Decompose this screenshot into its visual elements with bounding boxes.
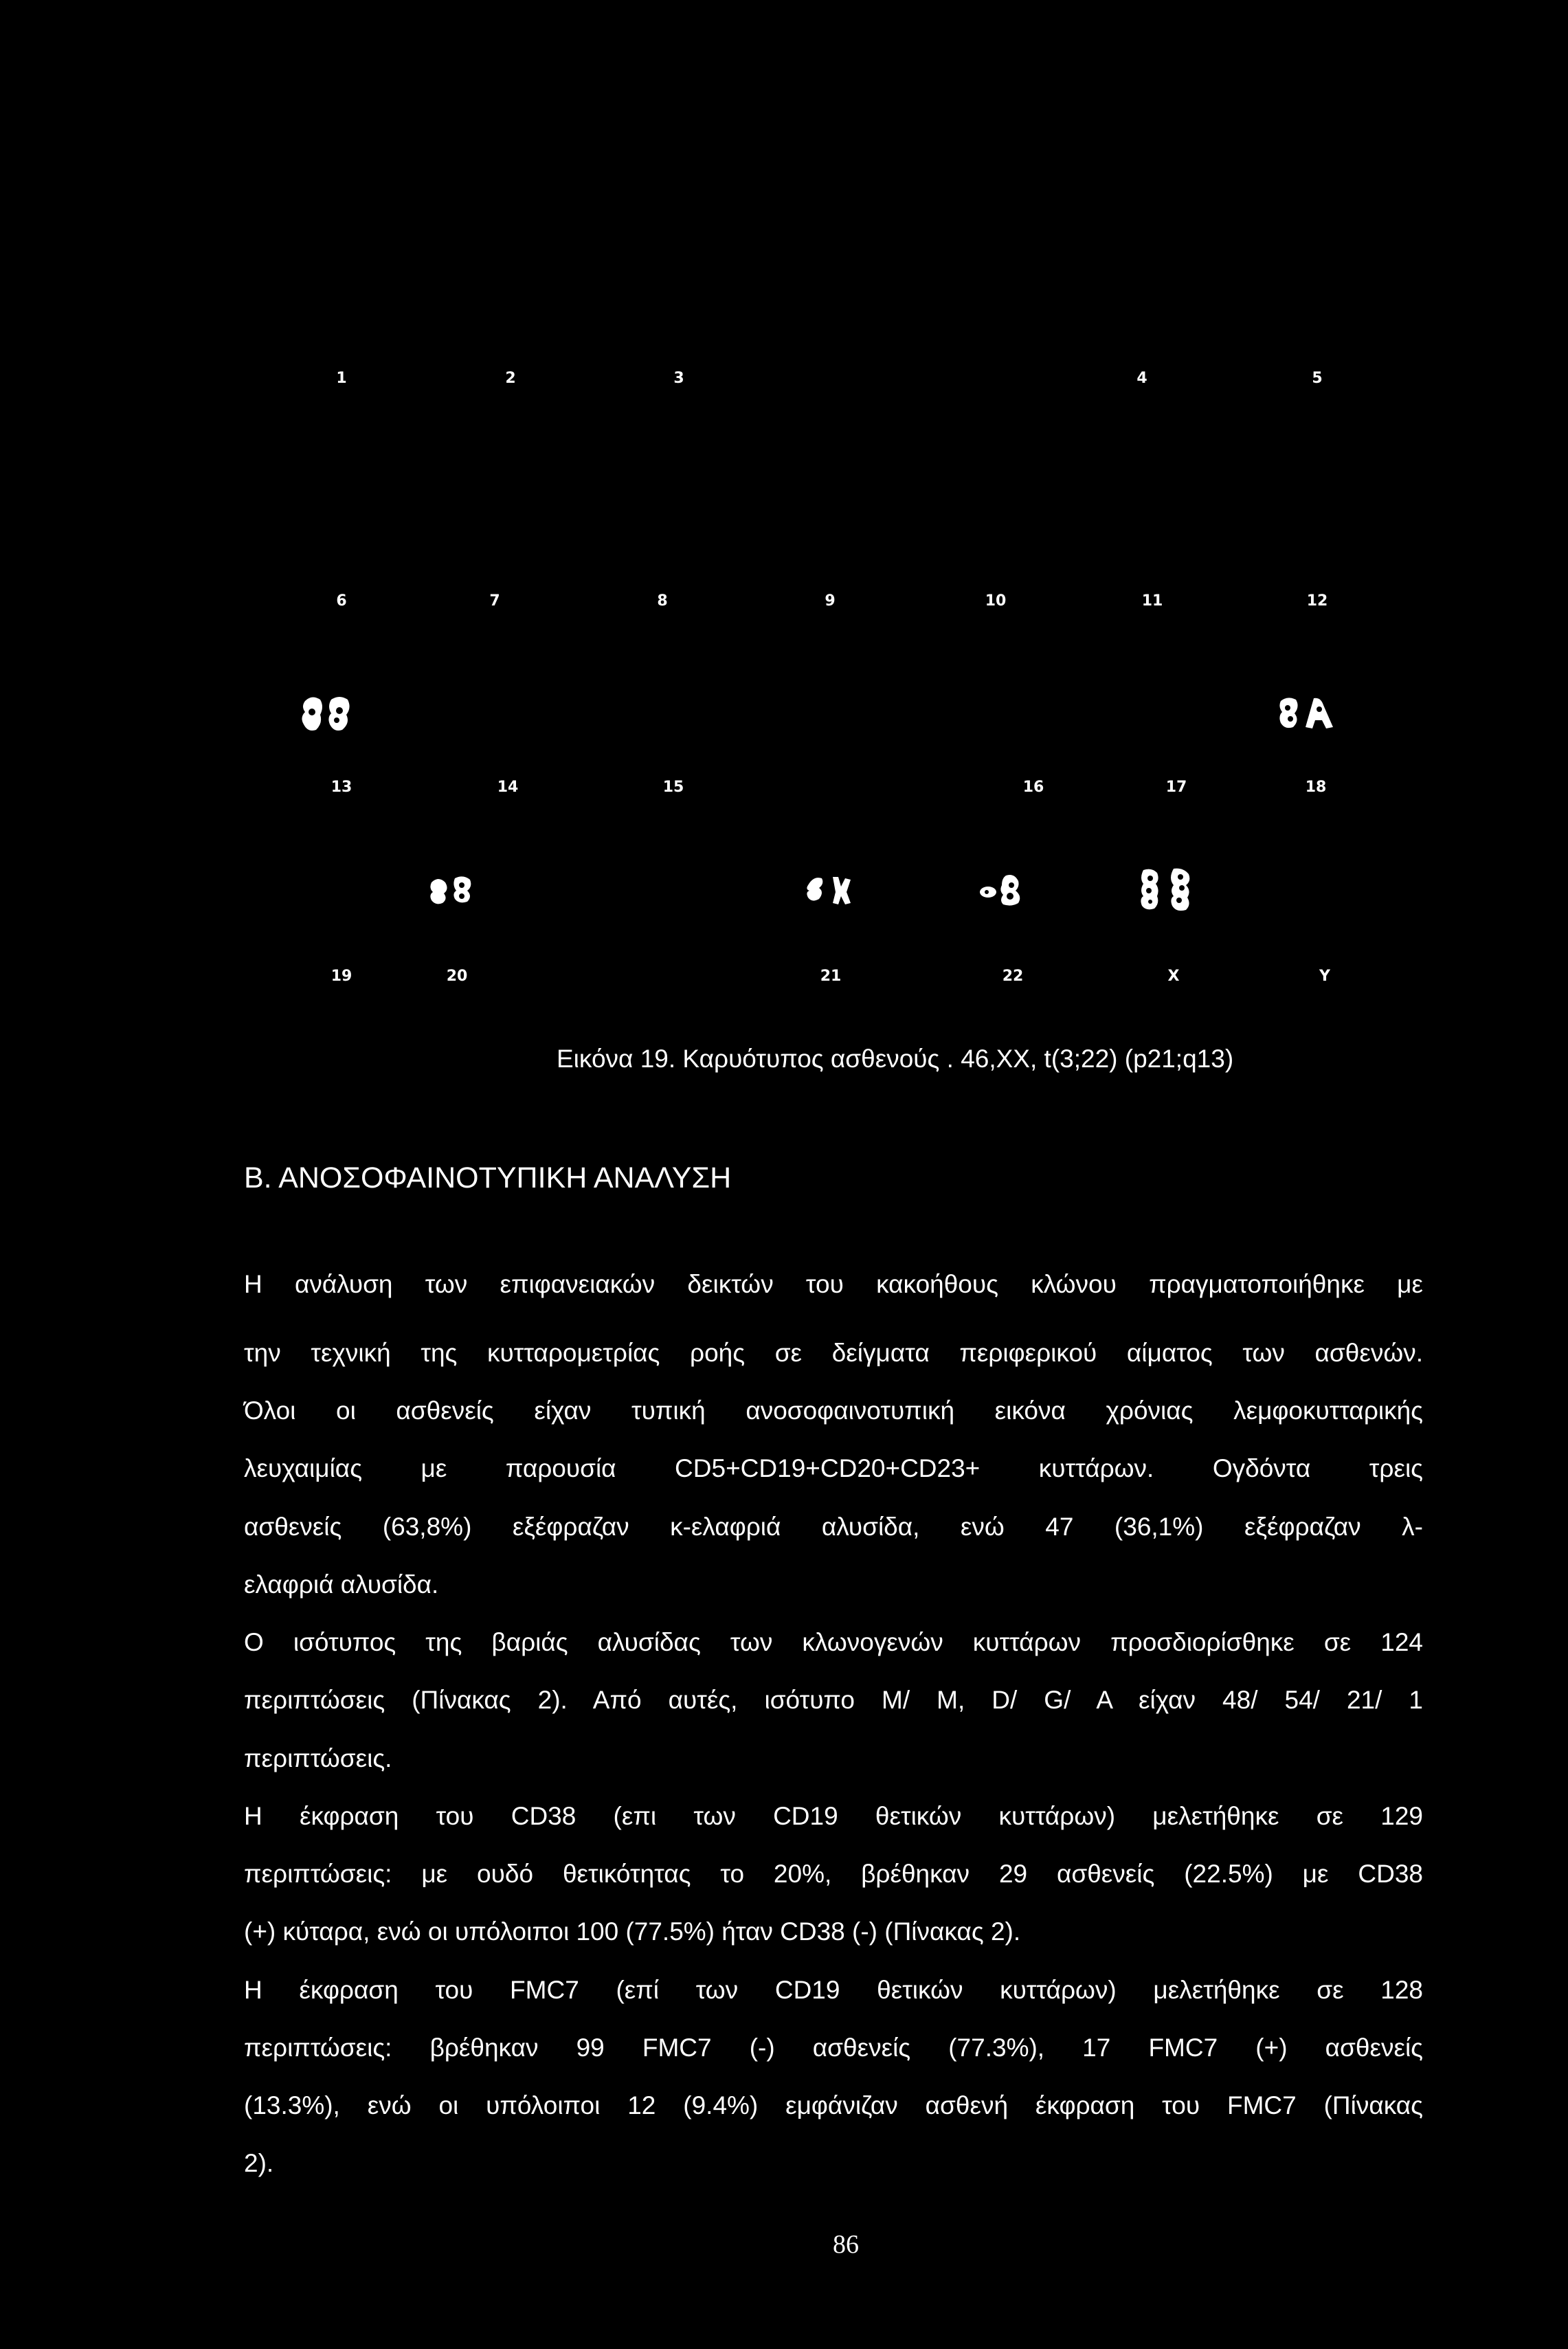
chromosome-label: 11 bbox=[1141, 592, 1163, 610]
chromosome-label: 2 bbox=[505, 370, 516, 387]
chromosome-label: X bbox=[1167, 968, 1180, 985]
chromosome-label: 20 bbox=[446, 968, 468, 985]
paragraph-line: Η έκφραση του CD38 (επι των CD19 θετικών κυττάρων) μελετήθηκε σε 129 bbox=[244, 1802, 1423, 1830]
paragraph-line: περιπτώσεις: βρέθηκαν 99 FMC7 (-) ασθενείς (77.3%), 17 FMC7 (+) ασθενείς bbox=[244, 2034, 1423, 2062]
chromosome-pair-20 bbox=[430, 874, 478, 904]
chromosome-label: 21 bbox=[820, 968, 842, 985]
paragraph-line: Ο ισότυπος της βαριάς αλυσίδας των κλωνογενών κυττάρων προσδιορίσθηκε σε 124 bbox=[244, 1628, 1423, 1656]
paragraph-line: περιπτώσεις. bbox=[244, 1744, 392, 1772]
chromosome-label: 16 bbox=[1022, 779, 1044, 796]
paragraph-line: λευχαιμίας με παρουσία CD5+CD19+CD20+CD23+ κυττάρων. Ογδόντα τρεις bbox=[244, 1454, 1423, 1482]
section-heading: Β. ΑΝΟΣΟΦΑΙΝΟΤΥΠΙΚΗ ΑΝΑΛΥΣΗ bbox=[244, 1161, 732, 1194]
paragraph-line: (+) κύταρα, ενώ οι υπόλοιποι 100 (77.5%) ήταν CD38 (-) (Πίνακας 2). bbox=[244, 1917, 1021, 1946]
figure-caption: Εικόνα 19. Καρυότυπος ασθενούς . 46,XX, t(3;22) (p21;q13) bbox=[557, 1045, 1234, 1073]
paragraph-line: (13.3%), ενώ οι υπόλοιποι 12 (9.4%) εμφάνιζαν ασθενή έκφραση του FMC7 (Πίνακας bbox=[244, 2091, 1423, 2119]
paragraph-line: 2). bbox=[244, 2149, 274, 2177]
chromosome-label: 17 bbox=[1165, 779, 1187, 796]
chromosome-label: 15 bbox=[662, 779, 684, 796]
paragraph-line: την τεχνική της κυτταρομετρίας ροής σε δείγματα περιφερικού αίματος των ασθενών. bbox=[244, 1339, 1423, 1367]
paragraph-line: ελαφριά αλυσίδα. bbox=[244, 1570, 439, 1599]
chromosome-label: 14 bbox=[497, 779, 519, 796]
chromosome-label: 18 bbox=[1305, 779, 1327, 796]
chromosome-label: 6 bbox=[336, 592, 347, 610]
chromosome-label: 8 bbox=[657, 592, 668, 610]
chromosome-label: 19 bbox=[331, 968, 352, 985]
chromosome-label: 22 bbox=[1002, 968, 1024, 985]
paragraph-line: Η έκφραση του FMC7 (επί των CD19 θετικών κυττάρων) μελετήθηκε σε 128 bbox=[244, 1976, 1423, 2004]
chromosome-pair-18 bbox=[1278, 694, 1337, 730]
page-number: 86 bbox=[833, 2230, 859, 2259]
chromosome-label: 9 bbox=[825, 592, 836, 610]
chromosome-label: 4 bbox=[1136, 370, 1147, 387]
paragraph-line: ασθενείς (63,8%) εξέφραζαν κ-ελαφριά αλυσίδα, ενώ 47 (36,1%) εξέφραζαν λ- bbox=[244, 1513, 1423, 1541]
chromosome-pair-21 bbox=[805, 874, 853, 904]
paragraph-line: περιπτώσεις (Πίνακας 2). Από αυτές, ισότυπο Μ/ Μ, D/ G/ A είχαν 48/ 54/ 21/ 1 bbox=[244, 1686, 1423, 1714]
paragraph-line: περιπτώσεις: με ουδό θετικότητας το 20%, βρέθηκαν 29 ασθενείς (22.5%) με CD38 bbox=[244, 1860, 1423, 1888]
chromosome-label: 5 bbox=[1312, 370, 1323, 387]
paragraph-line: Όλοι οι ασθενείς είχαν τυπική ανοσοφαινοτυπική εικόνα χρόνιας λεμφοκυτταρικής bbox=[244, 1396, 1423, 1425]
chromosome-label: 13 bbox=[331, 779, 352, 796]
chromosome-pair-13 bbox=[301, 694, 356, 733]
chromosome-label: 10 bbox=[985, 592, 1007, 610]
chromosome-label: 1 bbox=[336, 370, 347, 387]
chromosome-label: 7 bbox=[489, 592, 500, 610]
chromosome-label: 12 bbox=[1306, 592, 1328, 610]
chromosome-pair-x bbox=[1139, 867, 1201, 911]
paragraph-line: Η ανάλυση των επιφανειακών δεικτών του κακοήθους κλώνου πραγματοποιήθηκε με bbox=[244, 1270, 1423, 1298]
chromosome-label: Y bbox=[1319, 968, 1330, 985]
chromosome-pair-22 bbox=[978, 871, 1031, 907]
chromosome-label: 3 bbox=[673, 370, 684, 387]
